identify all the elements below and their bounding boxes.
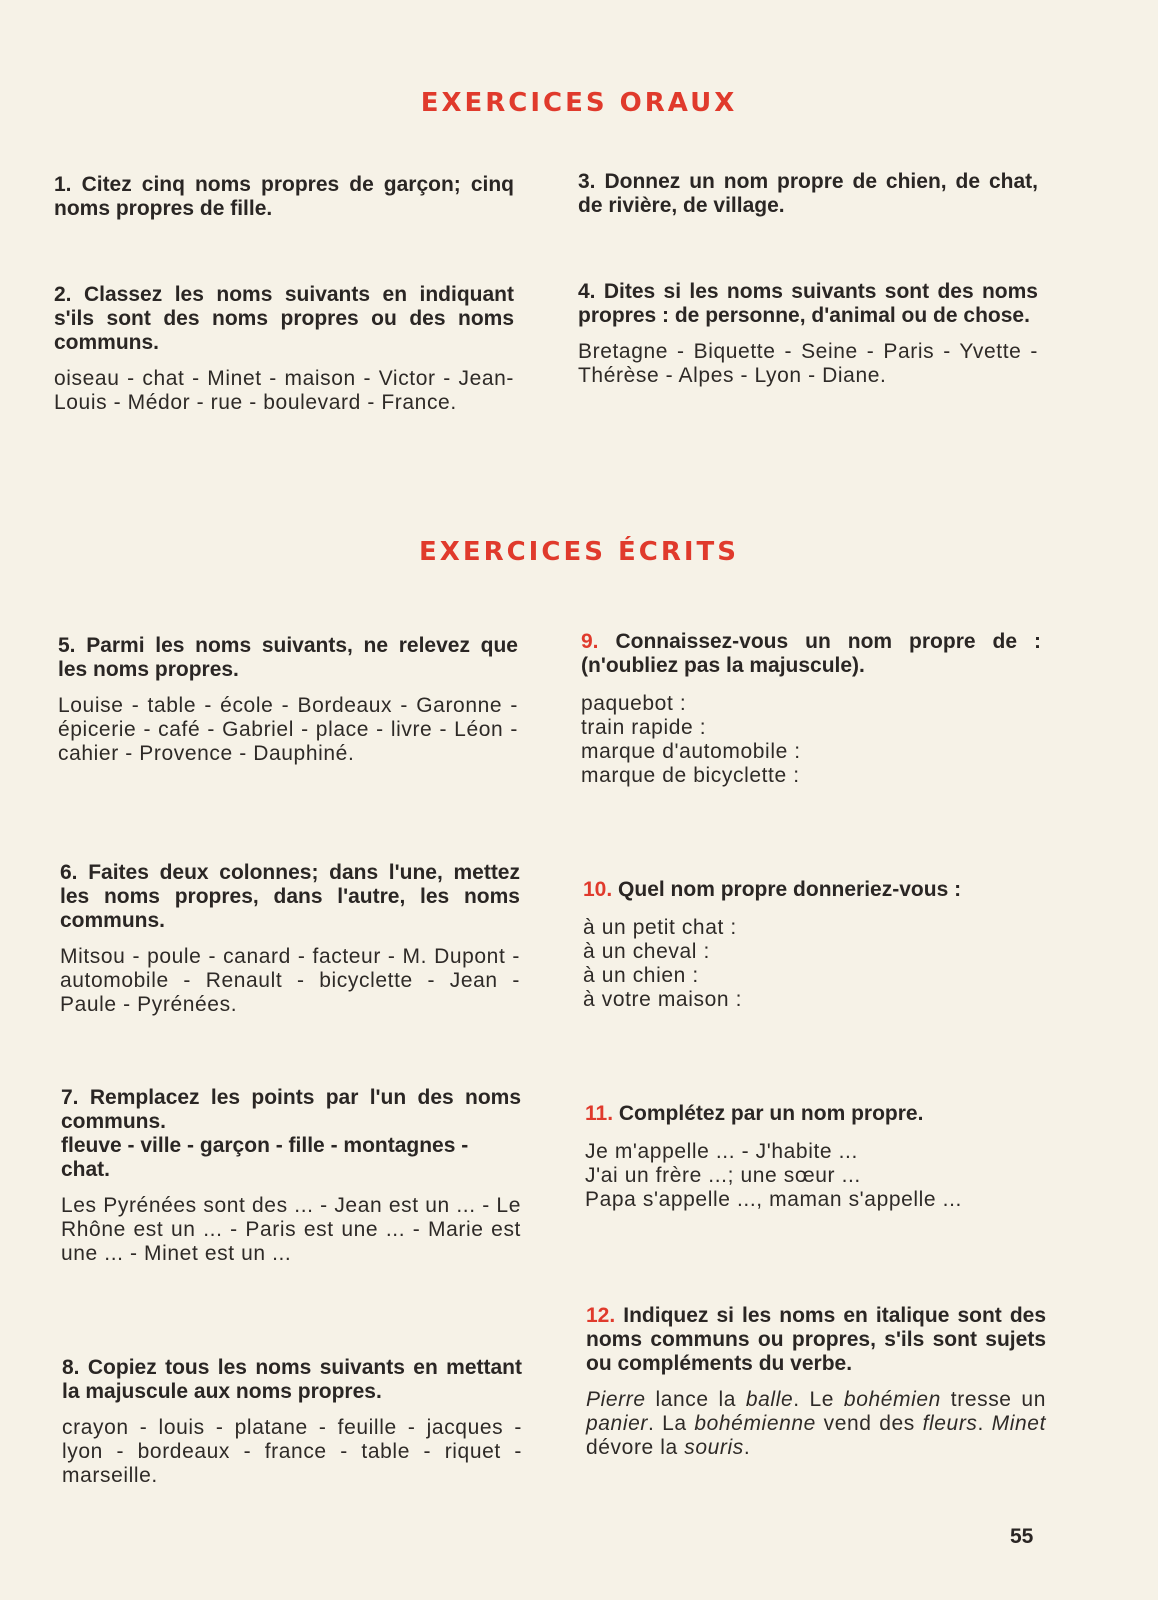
sentence-fragment: tresse un	[940, 1388, 1046, 1411]
prompt-list	[581, 692, 1041, 788]
prompt-line: à un cheval :	[583, 940, 710, 963]
exercise-text: Complétez par un nom propre.	[618, 1102, 924, 1125]
exercise-number: 10.	[583, 878, 613, 901]
exercise-text: Copiez tous les noms suivants en mettant la majuscule aux noms propres.	[62, 1356, 522, 1403]
exercise-4	[578, 280, 1038, 388]
prompt-list	[585, 1140, 1045, 1212]
sentence-text	[586, 1388, 1046, 1460]
exercise-number: 2.	[54, 283, 72, 306]
italic-noun: bohémienne	[694, 1412, 816, 1435]
word-list: Mitsou - poule - canard - facteur - M. Dupont - automobile - Renault - bicyclette - Jean - Paule - Pyrénées.	[60, 945, 520, 1016]
exercise-text: Classez les noms suivants en indiquant s'ils sont des noms propres ou des noms communs.	[54, 283, 514, 354]
exercise-number: 4.	[578, 280, 596, 303]
exercise-12	[586, 1304, 1046, 1460]
exercise-number: 5.	[58, 634, 76, 657]
exercise-8	[62, 1356, 522, 1488]
exercise-text: Quel nom propre donneriez-vous :	[618, 878, 962, 901]
italic-noun: fleurs	[922, 1412, 978, 1435]
exercise-text: Faites deux colonnes; dans l'une, mettez les noms propres, dans l'autre, les noms communs.	[60, 861, 520, 932]
sentence-fragment: . La	[647, 1412, 695, 1435]
exercise-number: 1.	[54, 173, 72, 196]
exercise-question	[578, 170, 1038, 218]
exercise-question	[54, 283, 514, 355]
exercise-question	[60, 861, 520, 933]
exercise-question	[578, 280, 1038, 328]
prompt-line: Papa s'appelle ..., maman s'appelle ...	[585, 1188, 962, 1211]
exercise-6	[60, 861, 520, 1017]
exercise-text: Remplacez les points par l'un des noms communs.	[61, 1086, 521, 1133]
italic-noun: souris	[684, 1436, 744, 1459]
prompt-line: Je m'appelle ... - J'habite ...	[585, 1140, 858, 1163]
prompt-line: train rapide :	[581, 716, 707, 739]
exercise-number: 7.	[61, 1086, 79, 1109]
heading-written-exercises: EXERCICES ÉCRITS	[419, 537, 739, 567]
prompt-line: marque de bicyclette :	[581, 764, 800, 787]
sentence-fragment: dévore la	[586, 1436, 685, 1459]
prompt-line: à votre maison :	[583, 988, 742, 1011]
exercise-question	[61, 1086, 521, 1134]
exercise-text: Parmi les noms suivants, ne relevez que les noms propres.	[58, 634, 518, 681]
exercise-question	[585, 1102, 1045, 1126]
word-list: crayon - louis - platane - feuille - jacques - lyon - bordeaux - france - table - riquet - marseille.	[62, 1416, 522, 1487]
word-list: oiseau - chat - Minet - maison - Victor - Jean-Louis - Médor - rue - boulevard - France.	[54, 367, 514, 414]
exercise-number: 8.	[62, 1356, 80, 1379]
prompt-line: à un petit chat :	[583, 916, 737, 939]
exercise-number: 11.	[585, 1102, 614, 1125]
exercise-number: 3.	[578, 170, 596, 193]
exercise-number: 9.	[581, 630, 599, 653]
word-list: Louise - table - école - Bordeaux - Garonne - épicerie - café - Gabriel - place - livre - Léon - cahier - Provence - Dauphiné.	[58, 694, 518, 765]
exercise-question	[586, 1304, 1046, 1376]
exercise-text: Connaissez-vous un nom propre de : (n'oubliez pas la majuscule).	[581, 630, 1041, 677]
exercise-question	[62, 1356, 522, 1404]
sentence-fragment: . Le	[793, 1388, 844, 1411]
exercise-7	[61, 1086, 521, 1266]
exercise-text: Dites si les noms suivants sont des noms propres : de personne, d'animal ou de chose.	[578, 280, 1038, 327]
word-list: Les Pyrénées sont des ... - Jean est un ... - Le Rhône est un ... - Paris est une ... - Marie est une ... - Minet est un ...	[61, 1194, 521, 1265]
exercise-subtext: fleuve - ville - garçon - fille - montagnes - chat.	[61, 1134, 469, 1181]
exercise-2	[54, 283, 514, 415]
sentence-fragment: vend des	[815, 1412, 923, 1435]
exercise-10	[583, 878, 1043, 1012]
exercise-question	[58, 634, 518, 682]
exercise-number: 12.	[586, 1304, 616, 1327]
italic-noun: balle	[745, 1388, 794, 1411]
exercise-9	[581, 630, 1041, 788]
exercise-question	[54, 173, 514, 221]
exercise-text: Donnez un nom propre de chien, de chat, de rivière, de village.	[578, 170, 1038, 217]
exercise-text: Citez cinq noms propres de garçon; cinq noms propres de fille.	[54, 173, 514, 220]
heading-oral-exercises: EXERCICES ORAUX	[420, 88, 738, 118]
exercise-question	[581, 630, 1041, 678]
exercise-3	[578, 170, 1038, 218]
prompt-line: à un chien :	[583, 964, 699, 987]
prompt-line: J'ai un frère ...; une sœur ...	[585, 1164, 861, 1187]
italic-noun: bohémien	[843, 1388, 941, 1411]
exercise-11	[585, 1102, 1045, 1212]
prompt-line: marque d'automobile :	[581, 740, 801, 763]
italic-noun: Minet	[991, 1412, 1047, 1435]
italic-noun: panier	[586, 1412, 648, 1435]
exercise-1	[54, 173, 514, 221]
page-number: 55	[1010, 1525, 1034, 1548]
sentence-fragment: .	[743, 1436, 751, 1459]
word-list: Bretagne - Biquette - Seine - Paris - Yvette - Thérèse - Alpes - Lyon - Diane.	[578, 340, 1038, 387]
prompt-line: paquebot :	[581, 692, 687, 715]
exercise-question	[583, 878, 1043, 902]
sentence-fragment: lance la	[645, 1388, 746, 1411]
exercise-text: Indiquez si les noms en italique sont des noms communs ou propres, s'ils sont sujets ou compléments du verbe.	[586, 1304, 1046, 1375]
exercise-5	[58, 634, 518, 766]
italic-noun: Pierre	[586, 1388, 646, 1411]
sentence-fragment: .	[977, 1412, 992, 1435]
exercise-number: 6.	[60, 861, 78, 884]
prompt-list	[583, 916, 1043, 1012]
